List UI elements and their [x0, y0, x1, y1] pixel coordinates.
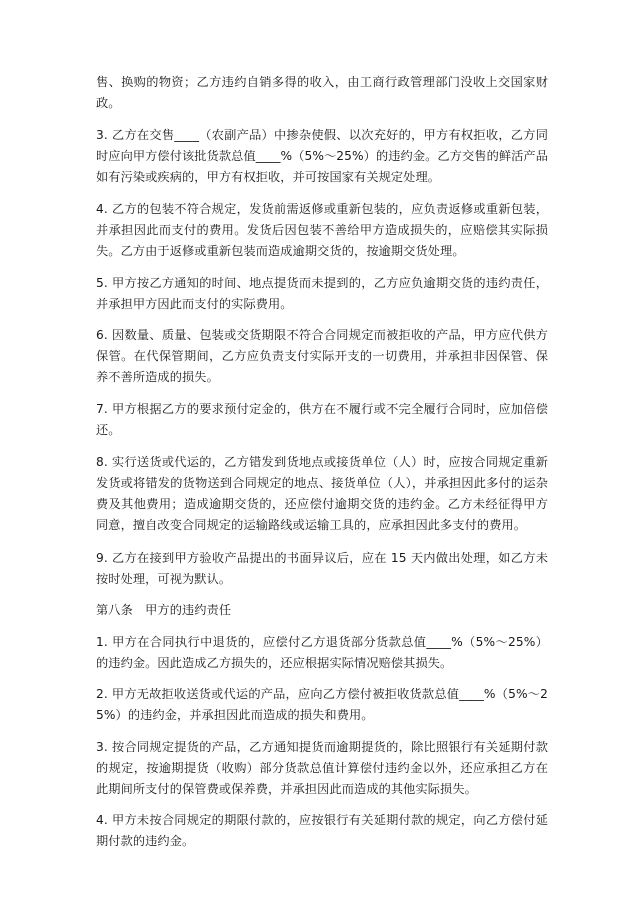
paragraph-seller-3: 3. 乙方在交售____（农副产品）中掺杂使假、以次充好的，甲方有权拒收，乙方同时应向甲方偿付该批货款总值____%（5%～25%）的违约金。乙方交售的鲜活产品如有污染或疾病的，甲方有权拒收，并可按国家有关规定处理。: [96, 128, 549, 184]
paragraph-seller-5: 5. 甲方按乙方通知的时间、地点提货而未提到的，乙方应负逾期交货的违约责任，并承担甲方因此而支付的实际费用。: [96, 276, 548, 311]
paragraph-buyer-3: 3. 按合同规定提货的产品，乙方通知提货而逾期提货的，除比照银行有关延期付款的规定，按逾期提货（收购）部分货款总值计算偿付违约金以外，还应承担乙方在此期间所支付的保管费或保养费，并承担因此而造成的其他实际损失。: [96, 740, 548, 796]
paragraph-buyer-1: 1. 甲方在合同执行中退货的，应偿付乙方退货部分货款总值____%（5%～25%）的违约金。因此造成乙方损失的，还应根据实际情况赔偿其损失。: [96, 635, 548, 670]
paragraph-seller-7: 7. 甲方根据乙方的要求预付定金的，供方在不履行或不完全履行合同时，应加倍偿还。: [96, 402, 548, 437]
section-heading-article-8: 第八条 甲方的违约责任: [96, 603, 232, 617]
paragraph-continued-seller-penalty: 售、换购的物资；乙方违约自销多得的收入，由工商行政管理部门没收上交国家财政。: [96, 75, 548, 110]
paragraph-seller-4: 4. 乙方的包装不符合规定，发货前需返修或重新包装的，应负责返修或重新包装，并承担因此而支付的费用。发货后因包装不善给甲方造成损失的，应赔偿其实际损失。乙方由于返修或重新包装而造成逾期交货的，按逾期交货处理。: [96, 202, 548, 258]
paragraph-seller-8: 8. 实行送货或代运的，乙方错发到货地点或接货单位（人）时，应按合同规定重新发货或将错发的货物送到合同规定的地点、接货单位（人），并承担因此多付的运杂费及其他费用；造成逾期交货的，还应偿付逾期交货的违约金。乙方未经征得甲方同意，擅自改变合同规定的运输路线或运输工具的，应承担因此多支付的费用。: [96, 455, 548, 532]
paragraph-seller-9: 9. 乙方在接到甲方验收产品提出的书面异议后，应在 15 天内做出处理，如乙方未按时处理，可视为默认。: [96, 551, 548, 586]
paragraph-buyer-2: 2. 甲方无故拒收送货或代运的产品，应向乙方偿付被拒收货款总值____%（5%～25%）的违约金，并承担因此而造成的损失和费用。: [96, 687, 548, 722]
paragraph-buyer-4: 4. 甲方未按合同规定的期限付款的，应按银行有关延期付款的规定，向乙方偿付延期付款的违约金。: [96, 813, 548, 848]
paragraph-seller-6: 6. 因数量、质量、包装或交货期限不符合合同规定而被拒收的产品，甲方应代供方保管。在代保管期间，乙方应负责支付实际开支的一切费用，并承担非因保管、保养不善所造成的损失。: [96, 328, 548, 384]
